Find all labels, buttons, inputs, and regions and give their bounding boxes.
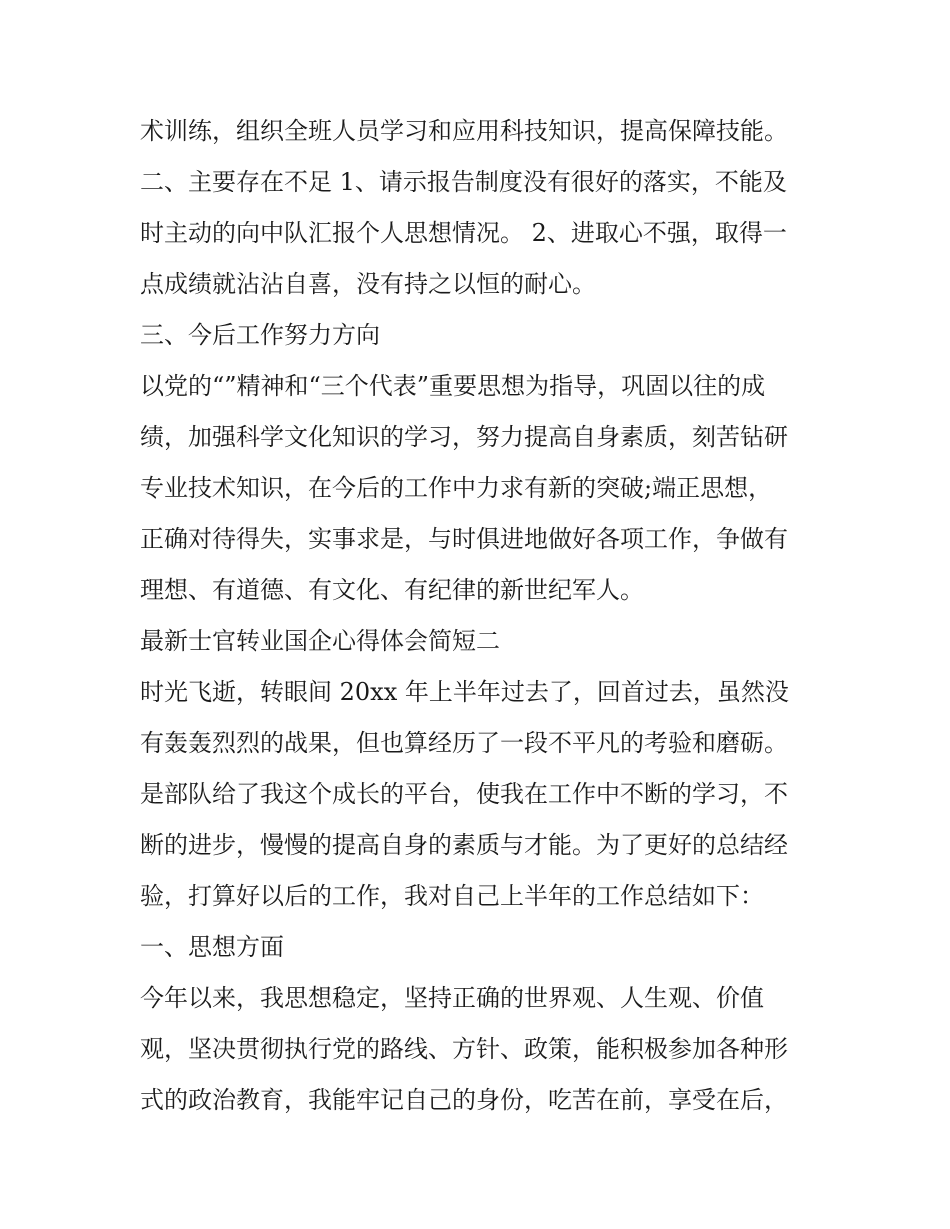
text-line: 是部队给了我这个成长的平台，使我在工作中不断的学习，不 (140, 780, 788, 808)
text-line: 二、主要存在不足 1、请示报告制度没有很好的落实，不能及 (140, 168, 787, 196)
text-line: 时主动的向中队汇报个人思想情况。 2、进取心不强，取得一 (140, 219, 787, 247)
text-line: 式的政治教育，我能牢记自己的身份，吃苦在前，享受在后， (140, 1086, 788, 1114)
text-line: 绩，加强科学文化知识的学习，努力提高自身素质，刻苦钻研 (140, 423, 788, 451)
text-line: 时光飞逝，转眼间 20xx 年上半年过去了，回首过去，虽然没 (140, 678, 789, 706)
text-line: 观，坚决贯彻执行党的路线、方针、政策，能积极参加各种形 (140, 1035, 788, 1063)
text-line: 验，打算好以后的工作，我对自己上半年的工作总结如下： (140, 882, 764, 910)
text-line: 术训练，组织全班人员学习和应用科技知识，提高保障技能。 (140, 117, 788, 145)
section-heading: 三、今后工作努力方向 (140, 321, 380, 349)
document-body (140, 106, 820, 1126)
text-line: 理想、有道德、有文化、有纪律的新世纪军人。 (140, 576, 644, 604)
text-line: 专业技术知识，在今后的工作中力求有新的突破;端正思想， (140, 474, 773, 502)
text-line: 点成绩就沾沾自喜，没有持之以恒的耐心。 (140, 270, 596, 298)
text-line: 正确对待得失，实事求是，与时俱进地做好各项工作，争做有 (140, 525, 788, 553)
text-line: 今年以来，我思想稳定，坚持正确的世界观、人生观、价值 (140, 984, 764, 1012)
text-line: 以党的“”精神和“三个代表”重要思想为指导，巩固以往的成 (140, 372, 766, 400)
article-title: 最新士官转业国企心得体会简短二 (140, 627, 500, 655)
text-line: 断的进步，慢慢的提高自身的素质与才能。为了更好的总结经 (140, 831, 788, 859)
section-heading: 一、思想方面 (140, 933, 284, 961)
text-line: 有轰轰烈烈的战果，但也算经历了一段不平凡的考验和磨砺。 (140, 729, 788, 757)
